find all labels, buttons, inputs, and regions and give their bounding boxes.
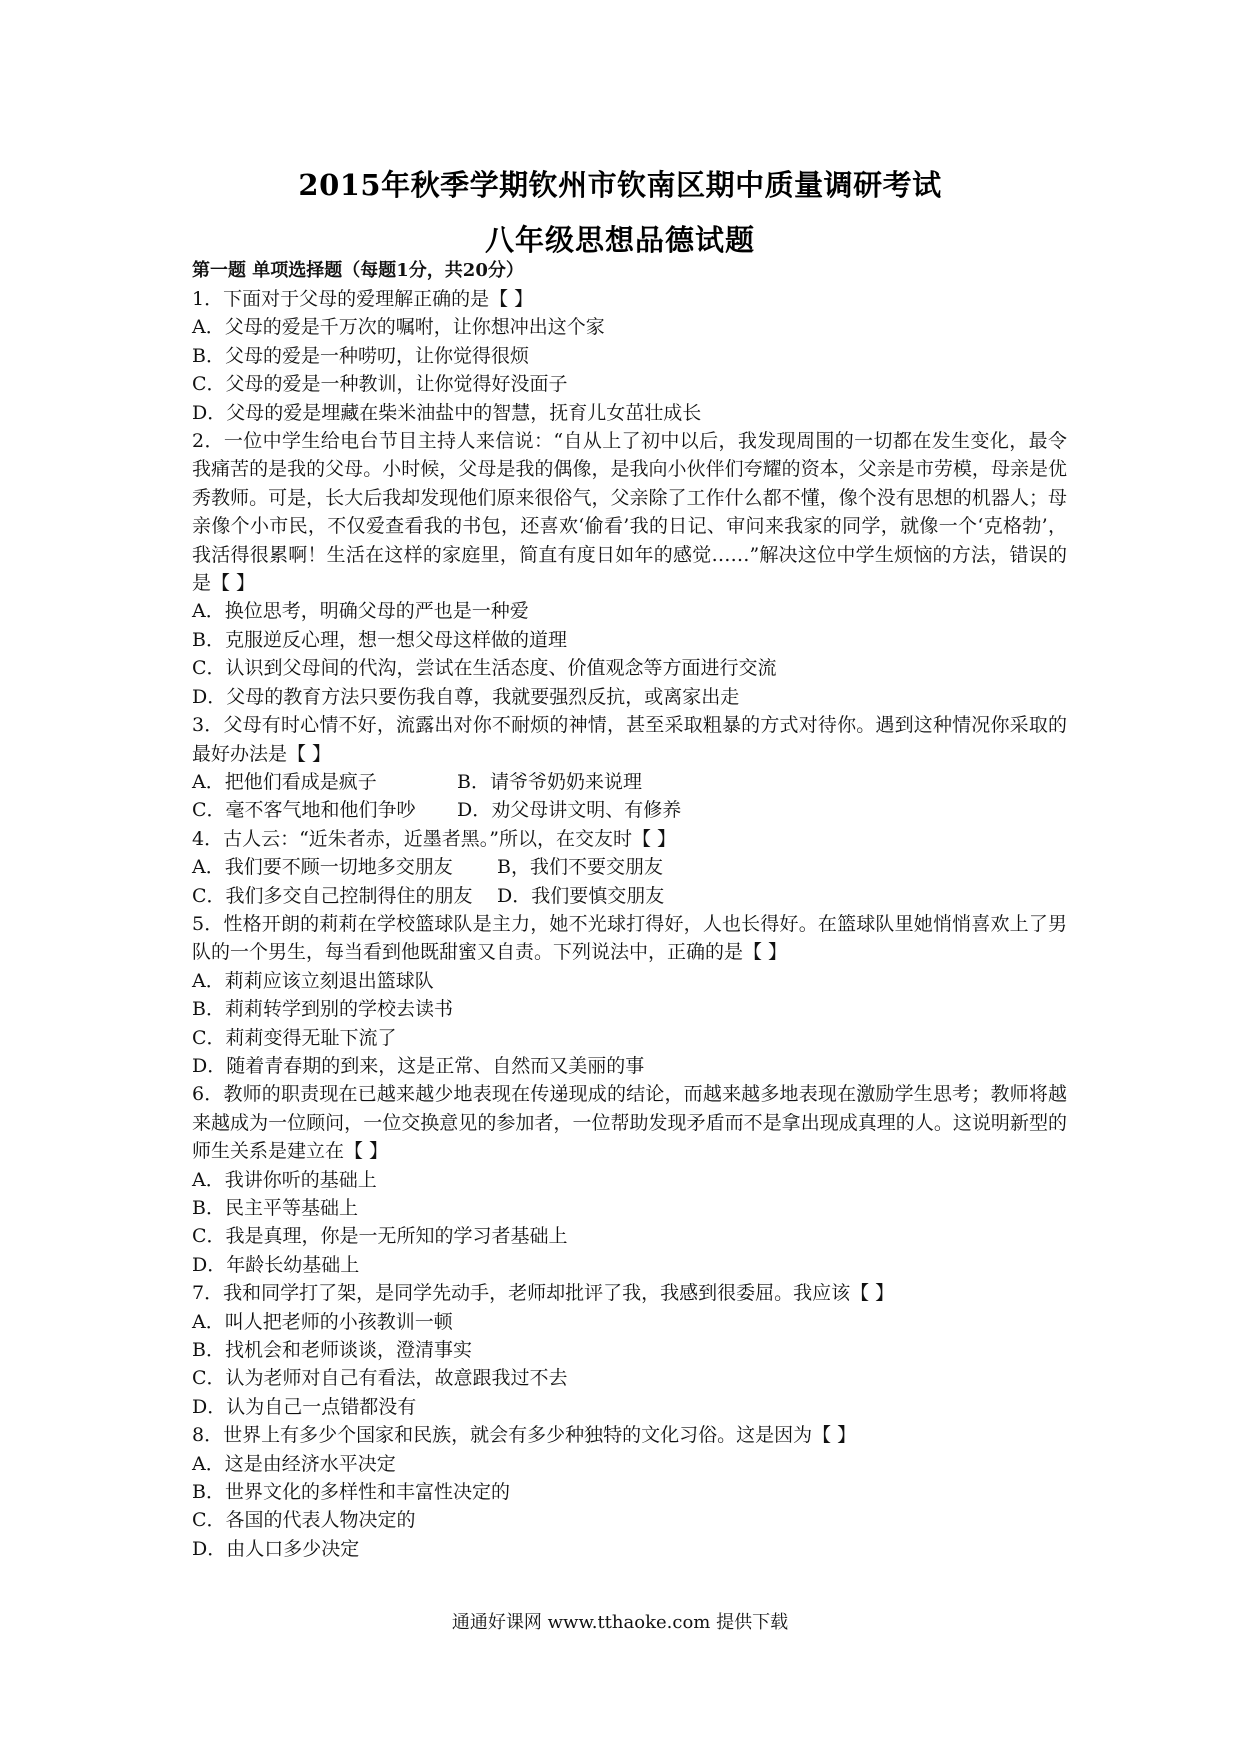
option-c: C．我们多交自己控制得住的朋友: [192, 884, 473, 907]
question-stem: 2．一位中学生给电台节目主持人来信说：“自从上了初中以后，我发现周围的一切都在发生变化，最令我痛苦的是我的父母。小时候，父母是我的偶像，是我向小伙伴们夸耀的资本，父亲是市劳模，母亲是优秀教师。可是，长大后我却发现他们原来很俗气，父亲除了工作什么都不懂，像个没有思想的机器人；母亲像个小市民，不仅爱查看我的书包，还喜欢‘偷看’我的日记、审问来我家的同学，就像一个‘克格勃’，我活得很累啊！生活在这样的家庭里，简直有度日如年的感觉……”解决这位中学生烦恼的方法，错误的是【 】: [192, 430, 1067, 595]
question-8: [192, 1421, 1067, 1563]
question-2: [192, 427, 1067, 711]
question-4: [192, 825, 1067, 910]
question-6: [192, 1080, 1067, 1279]
option-d: D．父母的爱是埋藏在柴米油盐中的智慧，抚育儿女茁壮成长: [192, 401, 702, 424]
option-d: D．随着青春期的到来，这是正常、自然而又美丽的事: [192, 1054, 645, 1077]
question-5: [192, 910, 1067, 1080]
option-row: [192, 796, 1067, 824]
option-row: [192, 882, 1067, 910]
question-stem: 7．我和同学打了架，是同学先动手，老师却批评了我，我感到很委屈。我应该【 】: [192, 1282, 895, 1305]
page-footer: 通通好课网 www.tthaoke.com 提供下载: [451, 1612, 789, 1633]
option-a: A．莉莉应该立刻退出篮球队: [192, 969, 434, 992]
option-b: B．克服逆反心理，想一想父母这样做的道理: [192, 628, 567, 651]
exam-subtitle: 八年级思想品德试题: [484, 223, 755, 257]
option-a: A．我们要不顾一切地多交朋友: [192, 856, 453, 879]
option-b: B．民主平等基础上: [192, 1197, 358, 1219]
option-b: B，我们不要交朋友: [497, 856, 663, 879]
option-c: C．毫不客气地和他们争吵: [192, 799, 416, 822]
option-c: C．各国的代表人物决定的: [192, 1509, 416, 1532]
exam-title: 2015年秋季学期钦州市钦南区期中质量调研考试: [298, 168, 942, 202]
option-row: [192, 853, 1067, 881]
option-c: C．认识到父母间的代沟，尝试在生活态度、价值观念等方面进行交流: [192, 657, 777, 680]
option-a: A．我讲你听的基础上: [192, 1168, 377, 1191]
option-b: B．莉莉转学到别的学校去读书: [192, 998, 453, 1021]
question-stem: 5．性格开朗的莉莉在学校篮球队是主力，她不光球打得好，人也长得好。在篮球队里她悄悄喜欢上了男队的一个男生，每当看到他既甜蜜又自责。下列说法中，正确的是【 】: [192, 912, 1067, 964]
question-7: [192, 1279, 1067, 1421]
option-c: C．莉莉变得无耻下流了: [192, 1026, 397, 1049]
option-d: D．劝父母讲文明、有修养: [457, 799, 682, 822]
question-stem: 6．教师的职责现在已越来越少地表现在传递现成的结论，而越来越多地表现在激励学生思考；教师将越来越成为一位顾问，一位交换意见的参加者，一位帮助发现矛盾而不是拿出现成真理的人。这说明新型的师生关系是建立在【 】: [192, 1083, 1067, 1163]
question-3: [192, 711, 1067, 825]
option-d: D．我们要慎交朋友: [497, 884, 665, 907]
option-c: C．认为老师对自己有看法，故意跟我过不去: [192, 1367, 568, 1390]
option-row: [192, 768, 1067, 796]
option-d: D．由人口多少决定: [192, 1537, 360, 1560]
option-a: A．叫人把老师的小孩教训一顿: [192, 1310, 453, 1333]
question-stem: 1．下面对于父母的爱理解正确的是【 】: [192, 288, 534, 310]
exam-content: [192, 257, 1067, 1563]
option-b: B．找机会和老师谈谈，澄清事实: [192, 1339, 472, 1362]
option-c: C．父母的爱是一种教训，让你觉得好没面子: [192, 373, 568, 396]
question-stem: 4．古人云：“近朱者赤，近墨者黑。”所以，在交友时【 】: [192, 827, 677, 850]
question-stem: 3．父母有时心情不好，流露出对你不耐烦的神情，甚至采取粗暴的方式对待你。遇到这种情况你采取的最好办法是【 】: [192, 714, 1067, 765]
option-d: D．认为自己一点错都没有: [192, 1395, 417, 1418]
option-d: D．年龄长幼基础上: [192, 1253, 360, 1276]
option-c: C．我是真理，你是一无所知的学习者基础上: [192, 1225, 568, 1248]
option-a: A．把他们看成是疯子: [192, 770, 377, 793]
option-a: A．换位思考，明确父母的严也是一种爱: [192, 600, 529, 623]
option-a: A．父母的爱是千万次的嘱咐，让你想冲出这个家: [192, 316, 605, 339]
question-stem: 8．世界上有多少个国家和民族，就会有多少种独特的文化习俗。这是因为【 】: [192, 1424, 857, 1447]
option-d: D．父母的教育方法只要伤我自尊，我就要强烈反抗，或离家出走: [192, 685, 740, 708]
option-b: B．请爷爷奶奶来说理: [457, 770, 642, 793]
option-b: B．父母的爱是一种唠叨，让你觉得很烦: [192, 344, 529, 367]
option-b: B．世界文化的多样性和丰富性决定的: [192, 1481, 510, 1504]
option-a: A．这是由经济水平决定: [192, 1452, 396, 1475]
question-1: [192, 285, 1067, 427]
section-header: 第一题 单项选择题（每题1分，共20分）: [192, 260, 524, 281]
